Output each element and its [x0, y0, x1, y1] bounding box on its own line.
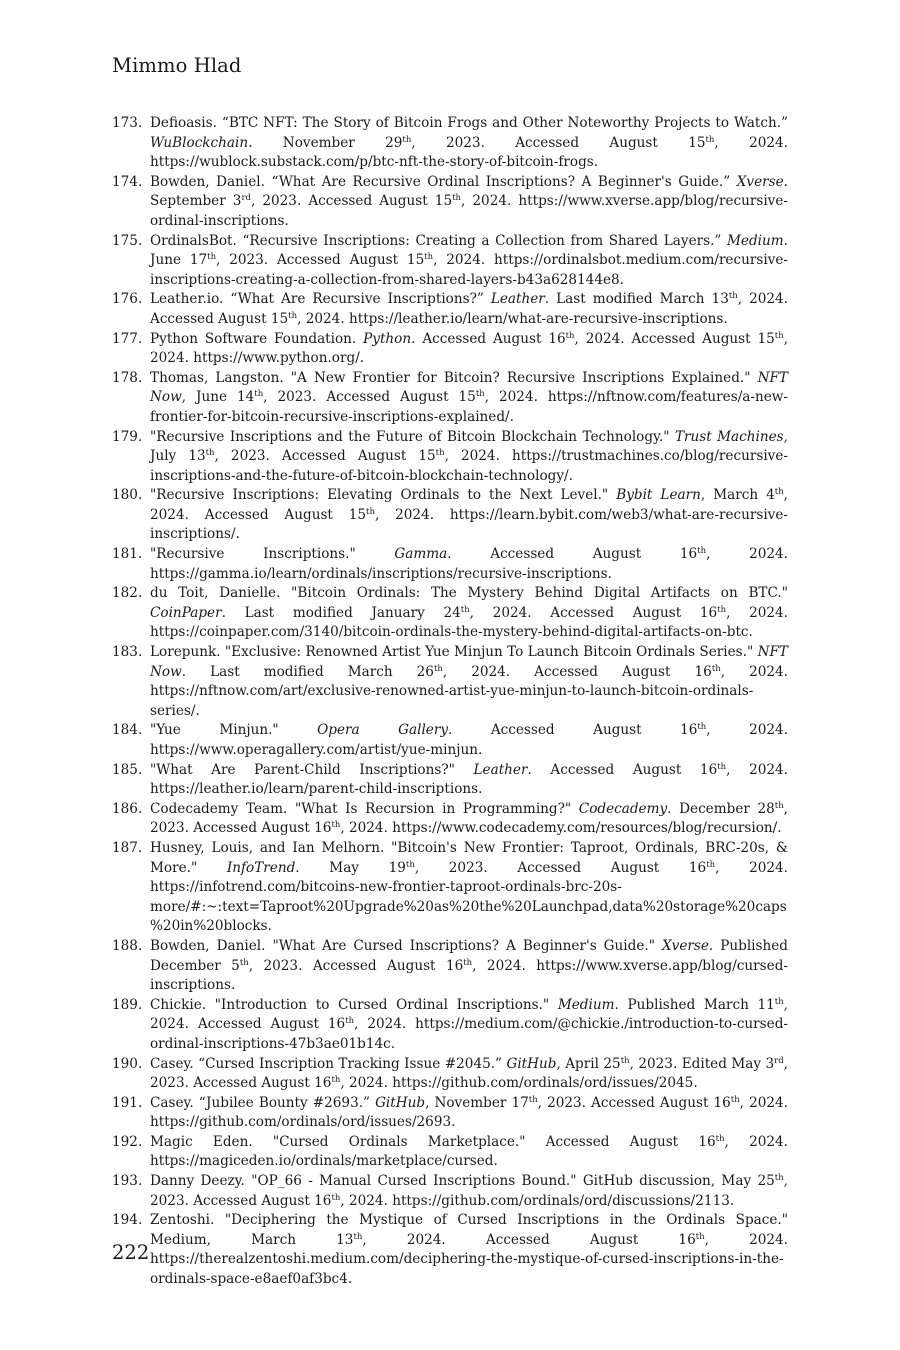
reference-text-segment: , 2024. https://github.com/ordinals/ord/issues/2693. — [150, 1094, 788, 1131]
reference-item — [112, 1094, 788, 1133]
reference-text-segment: , 2024. https://www.operagallery.com/artist/yue-minjun. — [150, 722, 789, 758]
reference-text-segment: . Accessed August 16 — [411, 330, 566, 347]
reference-text — [150, 428, 788, 487]
reference-item — [112, 584, 788, 643]
reference-text-segment: . Accessed August 16 — [527, 761, 718, 778]
reference-text-segment: , 2023. Accessed August 16 — [150, 800, 788, 837]
reference-item — [112, 996, 788, 1055]
reference-text-segment: , 2024. https://infotrend.com/bitcoins-new-frontier-taproot-ordinals-brc-20s-more/#:~:text=Taproot%20Upgrade%20as%20the%20Launchpad,data%20storage%20caps%20in%20blocks. — [150, 859, 788, 935]
ordinal-suffix: th — [730, 1094, 740, 1105]
reference-text-segment: . December 28 — [667, 800, 775, 817]
reference-text — [150, 937, 788, 996]
reference-text-segment: Husney, Louis, and Ian Melhorn. "Bitcoin's New Frontier: Taproot, Ordinals, BRC-20s, & More." — [150, 839, 788, 876]
reference-number: 182. — [112, 585, 143, 602]
reference-text-segment: , 2023. Edited May 3 — [629, 1055, 775, 1072]
ordinal-suffix: th — [717, 761, 727, 772]
reference-text-segment: , 2024. https://www.xverse.app/blog/cursed-inscriptions. — [150, 957, 788, 994]
reference-number: 184. — [112, 722, 143, 739]
page-number: 222 — [112, 1241, 150, 1264]
reference-text-segment: June 17 — [150, 252, 208, 269]
reference-text-segment: , 2024. https://therealzentoshi.medium.com/deciphering-the-mystique-of-cursed-inscriptions-in-the-ordinals-space-e8aef0af3bc4. — [150, 1231, 789, 1288]
reference-text — [150, 1055, 788, 1094]
reference-item — [112, 428, 788, 487]
ordinal-suffix: th — [366, 506, 375, 517]
reference-item — [112, 232, 788, 291]
reference-text-segment: Magic Eden. "Cursed Ordinals Marketplace." Accessed August 16 — [150, 1133, 716, 1150]
reference-text-segment: , 2023. Accessed August 15 — [250, 193, 453, 210]
reference-text — [150, 1133, 788, 1172]
reference-text-segment: Leather.io. “What Are Recursive Inscriptions?” — [150, 291, 491, 308]
ordinal-suffix: th — [207, 252, 217, 263]
reference-item — [112, 721, 788, 760]
ordinal-suffix: th — [475, 389, 485, 400]
reference-number: 180. — [112, 487, 143, 504]
ordinal-suffix: th — [774, 996, 784, 1007]
source-title: NFT Now — [150, 369, 788, 406]
reference-number: 191. — [112, 1094, 143, 1111]
source-title: Leather — [490, 291, 545, 308]
ordinal-suffix: th — [331, 1192, 341, 1203]
reference-text-segment: , 2023. Accessed August 15 — [216, 252, 425, 269]
reference-number: 179. — [112, 428, 143, 445]
source-title: GitHub — [506, 1055, 557, 1072]
reference-list — [112, 114, 788, 1290]
reference-text-segment: , 2024. https://www.codecademy.com/resources/blog/recursion/. — [340, 820, 782, 837]
reference-text-segment: . Last modified March 13 — [544, 291, 729, 308]
reference-item — [112, 800, 788, 839]
reference-text — [150, 643, 788, 721]
source-title: GitHub — [375, 1094, 426, 1111]
ordinal-suffix: th — [331, 1075, 341, 1086]
reference-number: 177. — [112, 330, 143, 347]
reference-number: 174. — [112, 173, 143, 190]
reference-text-segment: , 2024. https://wublock.substack.com/p/btc-nft-the-story-of-bitcoin-frogs. — [150, 134, 788, 171]
ordinal-suffix: th — [774, 330, 784, 341]
ordinal-suffix: rd — [774, 1055, 784, 1066]
reference-text-segment: , 2024. https://ordinalsbot.medium.com/recursive-inscriptions-creating-a-collection-from-shared-layers-b43a628144e8. — [150, 252, 788, 288]
reference-text-segment: , 2024. https://gamma.io/learn/ordinals/inscriptions/recursive-inscriptions. — [150, 546, 789, 582]
reference-text-segment: , 2024. Accessed August 16 — [469, 604, 718, 621]
ordinal-suffix: th — [345, 1016, 355, 1027]
reference-item — [112, 1211, 788, 1289]
reference-number: 175. — [112, 232, 143, 249]
reference-number: 183. — [112, 644, 143, 661]
reference-text-segment: Thomas, Langston. "A New Frontier for Bitcoin? Recursive Inscriptions Explained." — [150, 369, 758, 386]
reference-text-segment: , July 13 — [150, 428, 788, 465]
source-title: Bybit Learn — [616, 487, 701, 504]
reference-text-segment: Bowden, Daniel. "What Are Cursed Inscriptions? A Beginner's Guide." — [150, 937, 662, 954]
ordinal-suffix: th — [697, 722, 707, 733]
reference-text-segment: , 2024. https://nftnow.com/art/exclusive-renowned-artist-yue-minjun-to-launch-bitcoin-ordinals-series/. — [150, 663, 788, 719]
ordinal-suffix: th — [695, 1231, 705, 1242]
reference-text-segment: , 2024. https://leather.io/learn/what-are-recursive-inscriptions. — [297, 310, 728, 327]
reference-text-segment: Casey. “Cursed Inscription Tracking Issue #2045.” — [150, 1055, 507, 1072]
reference-item — [112, 643, 788, 721]
source-title: WuBlockchain. — [150, 134, 253, 151]
reference-text-segment: , 2024. Accessed August 15 — [150, 487, 788, 523]
reference-text-segment: , 2023. Accessed August 15 — [263, 389, 476, 406]
reference-text — [150, 761, 788, 800]
reference-text-segment: Codecademy Team. "What Is Recursion in Programming?" — [150, 800, 579, 817]
reference-text-segment: , 2024. Accessed August 15 — [574, 330, 775, 347]
reference-item — [112, 937, 788, 996]
reference-text-segment: "Recursive Inscriptions: Elevating Ordinals to the Next Level." — [150, 487, 617, 504]
reference-text-segment: "Recursive Inscriptions and the Future of Bitcoin Blockchain Technology." — [150, 428, 675, 445]
reference-text — [150, 369, 788, 428]
reference-text — [150, 800, 788, 839]
reference-text-segment: "What Are Parent-Child Inscriptions?" — [150, 761, 474, 778]
reference-text-segment: Lorepunk. "Exclusive: Renowned Artist Yue Minjun To Launch Bitcoin Ordinals Series." — [150, 644, 758, 661]
reference-text-segment: , 2023. Accessed August 16 — [537, 1094, 731, 1111]
reference-text-segment: . Last modified January 24 — [221, 604, 461, 621]
reference-text-segment: . Published December 5 — [150, 937, 788, 974]
reference-text-segment: , April 25 — [556, 1055, 621, 1072]
source-title: Gamma — [394, 546, 448, 563]
reference-number: 192. — [112, 1133, 143, 1150]
reference-text-segment: , 2024. https://trustmachines.co/blog/recursive-inscriptions-and-the-future-of-bitcoin-blockchain-technology/. — [150, 448, 788, 484]
ordinal-suffix: th — [715, 1133, 725, 1144]
reference-text — [150, 721, 788, 760]
ordinal-suffix: th — [331, 820, 341, 831]
reference-text-segment: , 2023. Accessed August 16 — [414, 859, 707, 876]
reference-text — [150, 114, 788, 173]
reference-number: 188. — [112, 937, 143, 954]
reference-text-segment: , 2024. https://medium.com/@chickie./introduction-to-cursed-ordinal-inscriptions-47b3ae01b14c. — [150, 1016, 789, 1052]
reference-text-segment: , 2023. Accessed August 16 — [248, 957, 464, 974]
ordinal-suffix: th — [435, 448, 445, 459]
reference-text-segment: , June 14 — [181, 389, 255, 406]
reference-text-segment: , 2024. https://leather.io/learn/parent-child-inscriptions. — [150, 761, 788, 798]
ordinal-suffix: th — [405, 859, 415, 870]
reference-text-segment: Casey. “Jubilee Bounty #2693.” — [150, 1094, 376, 1111]
source-title: InfoTrend — [226, 859, 296, 876]
ordinal-suffix: th — [774, 487, 784, 498]
reference-text-segment: September 3 — [150, 193, 242, 210]
reference-text-segment: , 2024. Accessed August 15 — [150, 291, 788, 327]
ordinal-suffix: th — [620, 1055, 630, 1066]
reference-item — [112, 290, 788, 329]
reference-text — [150, 1094, 788, 1133]
ordinal-suffix: th — [205, 448, 215, 459]
reference-item — [112, 1133, 788, 1172]
source-title: Python — [363, 330, 412, 347]
ordinal-suffix: th — [288, 310, 298, 321]
reference-text-segment: , 2024. https://nftnow.com/features/a-new-frontier-for-bitcoin-recursive-inscriptions-explained/. — [150, 389, 789, 425]
source-title: NFT Now — [150, 644, 788, 680]
reference-number: 189. — [112, 996, 143, 1013]
source-title: CoinPaper — [150, 604, 222, 621]
ordinal-suffix: th — [705, 134, 715, 145]
reference-text-segment: du Toit, Danielle. "Bitcoin Ordinals: The Mystery Behind Digital Artifacts on BTC." — [150, 585, 788, 602]
reference-text — [150, 1172, 788, 1211]
reference-text-segment: Python Software Foundation. — [150, 330, 364, 347]
ordinal-suffix: th — [774, 800, 784, 811]
reference-text-segment: . Accessed August 16 — [448, 722, 698, 739]
reference-number: 190. — [112, 1055, 143, 1072]
ordinal-suffix: th — [452, 193, 461, 204]
reference-text — [150, 330, 788, 369]
reference-text-segment: , 2023. Accessed August 16 — [150, 1173, 788, 1209]
ordinal-suffix: th — [717, 604, 727, 615]
reference-number: 178. — [112, 369, 143, 386]
ordinal-suffix: th — [711, 663, 721, 674]
reference-number: 173. — [112, 115, 143, 131]
reference-item — [112, 114, 788, 173]
ordinal-suffix: th — [460, 604, 470, 615]
reference-text-segment: , 2023. Accessed August 15 — [411, 134, 706, 151]
reference-text — [150, 486, 788, 545]
reference-text-segment: November 29 — [252, 134, 403, 151]
reference-number: 194. — [112, 1212, 143, 1229]
reference-item — [112, 761, 788, 800]
reference-text-segment: , 2023. Accessed August 16 — [150, 1055, 788, 1092]
ordinal-suffix: th — [706, 859, 716, 870]
ordinal-suffix: th — [424, 252, 434, 263]
reference-text-segment: , 2024. Accessed August 16 — [362, 1231, 696, 1248]
reference-item — [112, 1055, 788, 1094]
reference-text-segment: , 2024. https://coinpaper.com/3140/bitcoin-ordinals-the-mystery-behind-digital-artifacts-on-btc. — [150, 604, 788, 641]
source-title: Codecademy — [578, 800, 668, 817]
source-title: Medium — [557, 996, 615, 1013]
reference-number: 176. — [112, 291, 143, 308]
source-title: Medium. — [727, 232, 788, 249]
reference-text-segment: , November 17 — [425, 1094, 529, 1111]
ordinal-suffix: th — [239, 957, 249, 968]
reference-item — [112, 173, 788, 232]
ordinal-suffix: th — [254, 389, 264, 400]
reference-text-segment: , March 4 — [700, 487, 775, 504]
ordinal-suffix: th — [353, 1231, 363, 1242]
reference-text — [150, 545, 788, 584]
reference-item — [112, 1172, 788, 1211]
reference-text-segment: . Last modified March 26 — [181, 663, 434, 680]
reference-text-segment: , 2024. Accessed August 16 — [150, 996, 788, 1033]
reference-text-segment: Zentoshi. "Deciphering the Mystique of Cursed Inscriptions in the Ordinals Space." Medium, March 13 — [150, 1212, 788, 1248]
reference-text-segment: Bowden, Daniel. “What Are Recursive Ordinal Inscriptions? A Beginner's Guide.” — [150, 173, 737, 190]
reference-text-segment: OrdinalsBot. “Recursive Inscriptions: Creating a Collection from Shared Layers.” — [150, 232, 728, 249]
source-title: Xverse — [661, 937, 709, 954]
reference-item — [112, 486, 788, 545]
reference-item — [112, 330, 788, 369]
reference-text-segment: , 2024. https://github.com/ordinals/ord/issues/2045. — [340, 1075, 698, 1092]
ordinal-suffix: th — [774, 1173, 784, 1184]
reference-text — [150, 584, 788, 643]
reference-text — [150, 232, 788, 291]
ordinal-suffix: rd — [241, 193, 251, 204]
source-title: Leather — [473, 761, 528, 778]
reference-text — [150, 839, 788, 937]
reference-item — [112, 369, 788, 428]
reference-text-segment: , 2024. Accessed August 16 — [442, 663, 712, 680]
ordinal-suffix: th — [528, 1094, 538, 1105]
reference-text-segment: , 2024. https://magiceden.io/ordinals/marketplace/cursed. — [150, 1133, 788, 1170]
reference-text-segment: Defioasis. “BTC NFT: The Story of Bitcoin Frogs and Other Noteworthy Projects to Watch.” — [150, 115, 788, 131]
ordinal-suffix: th — [402, 134, 412, 145]
source-title: Xverse. — [736, 173, 788, 190]
ordinal-suffix: th — [697, 546, 707, 557]
reference-text — [150, 996, 788, 1055]
reference-text-segment: , 2023. Accessed August 15 — [214, 448, 436, 465]
reference-number: 186. — [112, 800, 143, 817]
reference-text-segment: . Published March 11 — [614, 996, 775, 1013]
reference-text-segment: Danny Deezy. "OP_66 - Manual Cursed Inscriptions Bound." GitHub discussion, May 25 — [150, 1173, 775, 1190]
ordinal-suffix: th — [433, 663, 443, 674]
reference-text — [150, 1211, 788, 1289]
reference-text-segment: Chickie. "Introduction to Cursed Ordinal Inscriptions." — [150, 996, 558, 1013]
reference-text-segment: . May 19 — [295, 859, 406, 876]
reference-text-segment: "Yue Minjun." — [150, 722, 318, 739]
reference-text-segment: "Recursive Inscriptions." — [150, 546, 395, 563]
reference-number: 187. — [112, 839, 143, 856]
reference-number: 193. — [112, 1173, 143, 1190]
reference-text-segment: . Accessed August 16 — [447, 546, 698, 563]
source-title: Opera Gallery — [317, 722, 449, 739]
reference-text-segment: , 2024. https://www.xverse.app/blog/recursive-ordinal-inscriptions. — [150, 193, 788, 229]
reference-text-segment: , 2024. https://www.python.org/. — [150, 330, 789, 367]
reference-item — [112, 839, 788, 937]
ordinal-suffix: th — [565, 330, 575, 341]
source-title: Trust Machines — [674, 428, 784, 445]
reference-text — [150, 290, 788, 329]
reference-number: 181. — [112, 546, 143, 563]
reference-text — [150, 173, 788, 232]
running-header-author: Mimmo Hlad — [112, 54, 242, 77]
reference-text-segment: , 2024. https://learn.bybit.com/web3/what-are-recursive-inscriptions/. — [150, 506, 788, 543]
ordinal-suffix: th — [463, 957, 473, 968]
reference-text-segment: , 2024. https://github.com/ordinals/ord/discussions/2113. — [340, 1192, 735, 1209]
reference-item — [112, 545, 788, 584]
reference-number: 185. — [112, 761, 143, 778]
ordinal-suffix: th — [728, 291, 738, 302]
